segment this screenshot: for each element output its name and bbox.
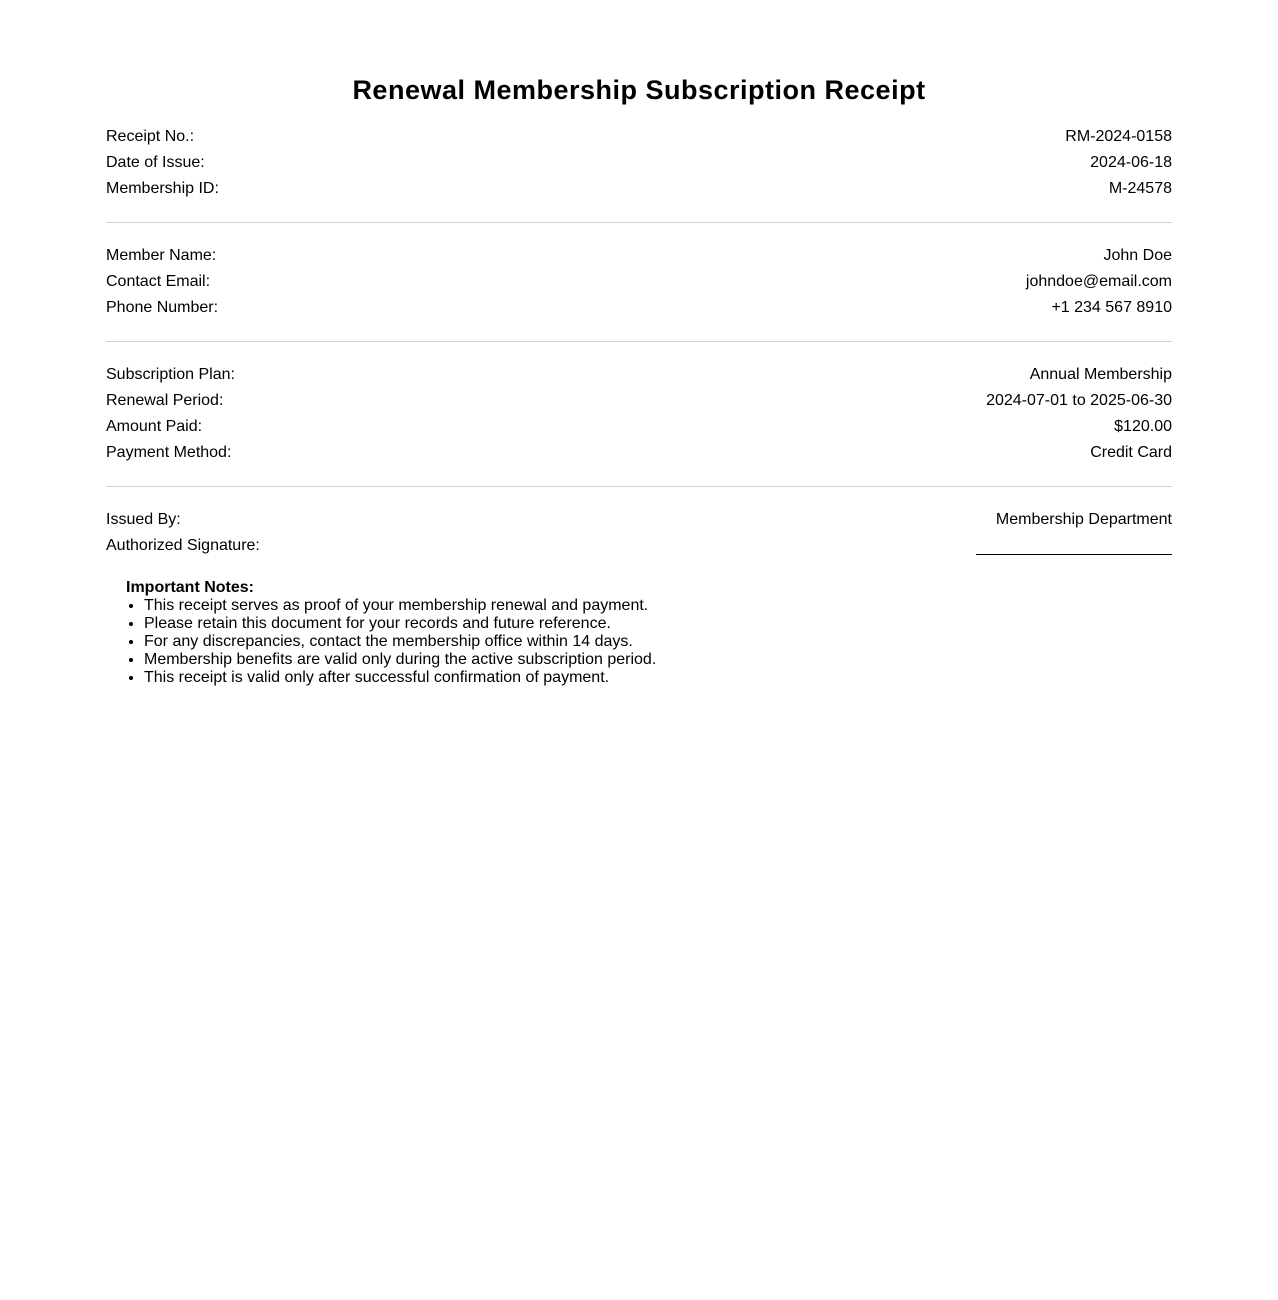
membership-id-row (106, 176, 1172, 202)
date-of-issue-label: Date of Issue: (106, 154, 205, 171)
member-name-label: Member Name: (106, 247, 217, 264)
receipt-document (106, 0, 1172, 687)
amount-paid-value: $120.00 (1114, 418, 1172, 435)
receipt-details-section (106, 124, 1172, 202)
contact-email-label: Contact Email: (106, 273, 211, 290)
phone-number-row (106, 295, 1172, 321)
subscription-plan-label: Subscription Plan: (106, 366, 235, 383)
notes-list (126, 597, 1172, 687)
section-divider (106, 341, 1172, 342)
payment-method-value: Credit Card (1090, 444, 1172, 461)
issued-by-value: Membership Department (995, 511, 1172, 528)
section-divider (106, 222, 1172, 223)
renewal-period-row (106, 388, 1172, 414)
amount-paid-label: Amount Paid: (106, 418, 203, 435)
issued-by-label: Issued By: (106, 511, 181, 528)
subscription-plan-value: Annual Membership (1029, 366, 1172, 383)
list-item: • This receipt is valid only after successful confirmation of payment. (144, 669, 1172, 687)
phone-number-label: Phone Number: (106, 299, 219, 316)
contact-email-row (106, 269, 1172, 295)
payment-method-row (106, 440, 1172, 466)
signature-line (976, 554, 1172, 555)
renewal-period-label: Renewal Period: (106, 392, 224, 409)
membership-id-value: M-24578 (1108, 180, 1172, 197)
list-item: • This receipt serves as proof of your membership renewal and payment. (144, 597, 1172, 615)
section-divider (106, 486, 1172, 487)
member-name-value: John Doe (1103, 247, 1172, 264)
member-details-section (106, 243, 1172, 321)
date-of-issue-value: 2024-06-18 (1090, 154, 1172, 171)
member-name-row (106, 243, 1172, 269)
notes-heading: Important Notes: (126, 579, 254, 596)
receipt-no-value: RM-2024-0158 (1065, 128, 1172, 145)
issued-by-row (106, 507, 1172, 533)
subscription-plan-row (106, 362, 1172, 388)
amount-paid-row (106, 414, 1172, 440)
issuer-section (106, 507, 1172, 559)
date-of-issue-row (106, 150, 1172, 176)
authorized-signature-row (106, 533, 1172, 559)
list-item: • For any discrepancies, contact the membership office within 14 days. (144, 633, 1172, 651)
payment-method-label: Payment Method: (106, 444, 232, 461)
receipt-no-row (106, 124, 1172, 150)
membership-id-label: Membership ID: (106, 180, 219, 197)
important-notes (126, 579, 1172, 687)
subscription-details-section (106, 362, 1172, 466)
receipt-no-label: Receipt No.: (106, 128, 195, 145)
authorized-signature-label: Authorized Signature: (106, 537, 260, 554)
renewal-period-value: 2024-07-01 to 2025-06-30 (986, 392, 1172, 409)
list-item: • Membership benefits are valid only during the active subscription period. (144, 651, 1172, 669)
phone-number-value: +1 234 567 8910 (1051, 299, 1172, 316)
list-item: • Please retain this document for your records and future reference. (144, 615, 1172, 633)
contact-email-value: johndoe@email.com (1025, 273, 1172, 290)
page-title: Renewal Membership Subscription Receipt (352, 75, 926, 105)
